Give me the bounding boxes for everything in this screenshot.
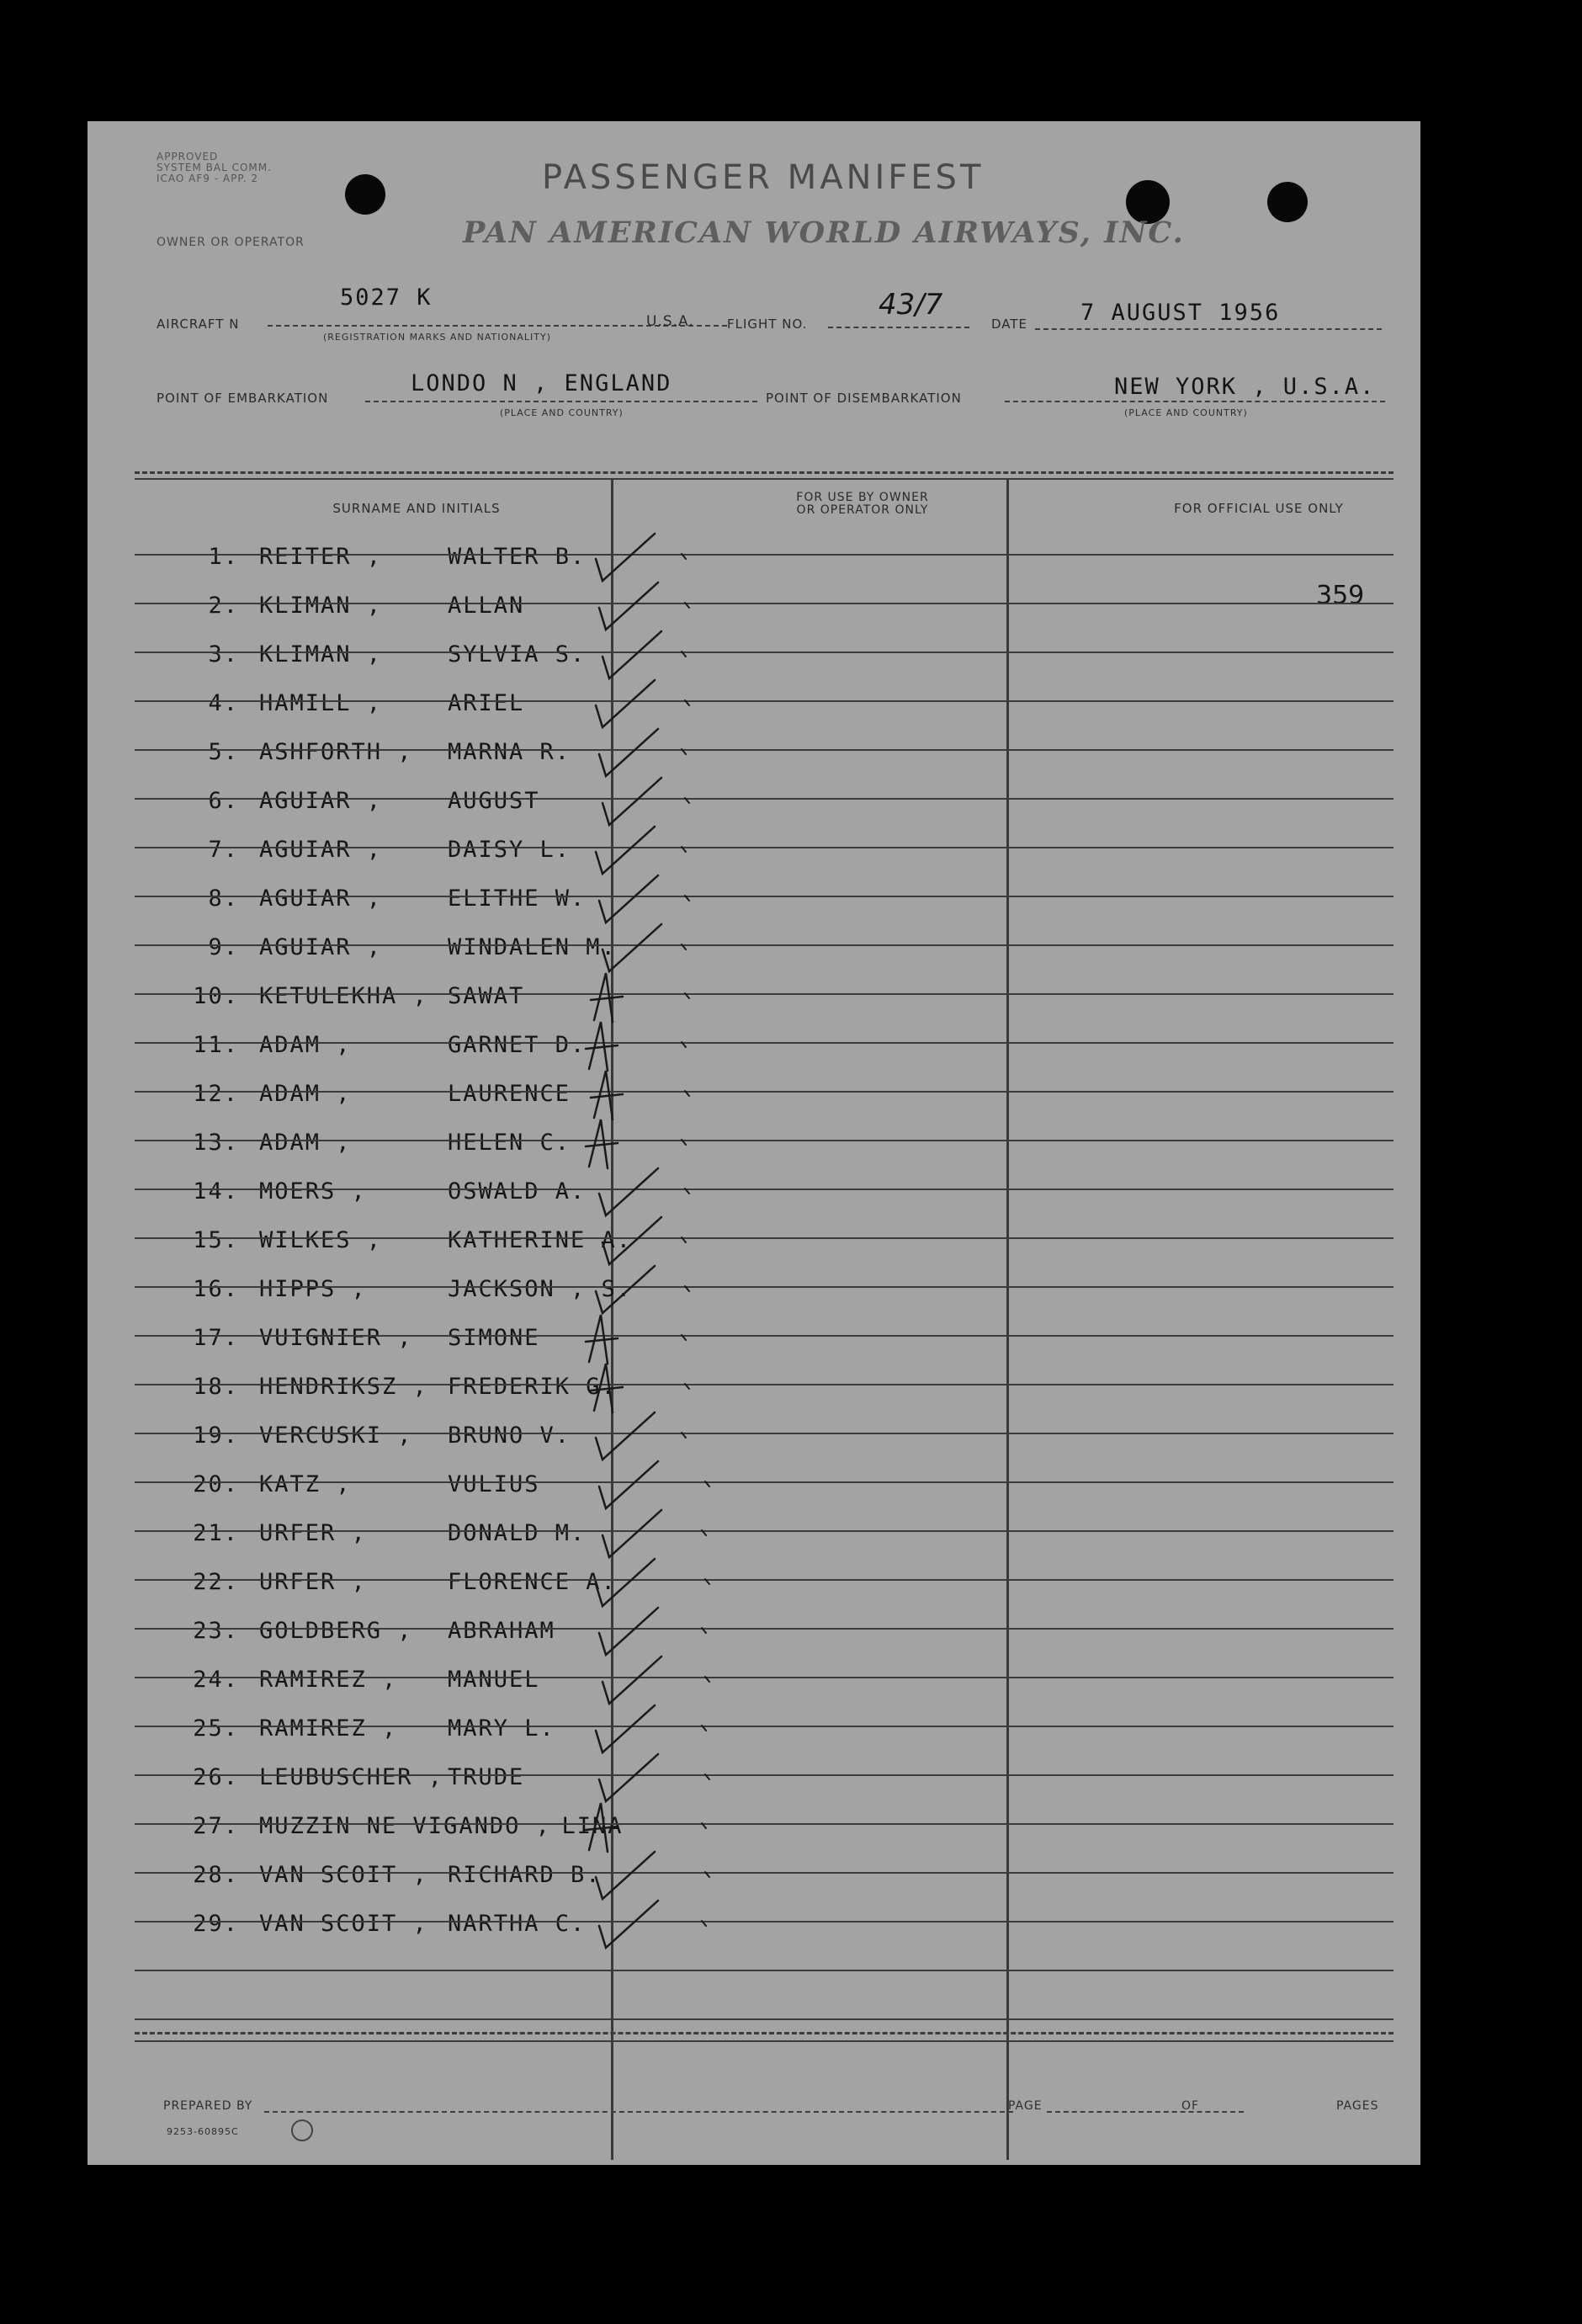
table-top-rule	[135, 478, 1394, 480]
passenger-number: 2.	[208, 593, 239, 619]
passenger-initials: JACKSON , S.	[448, 1276, 633, 1302]
passenger-surname: WILKES ,	[259, 1227, 383, 1253]
passenger-number: 16.	[193, 1276, 239, 1302]
row-rule	[135, 1481, 1394, 1483]
passenger-row	[135, 1367, 698, 1415]
passenger-row	[135, 1172, 698, 1220]
passenger-initials: AUGUST	[448, 788, 540, 814]
passenger-surname: VAN SCOIT ,	[259, 1862, 428, 1888]
row-rule	[135, 554, 1394, 556]
passenger-number: 25.	[193, 1715, 239, 1742]
passenger-row	[135, 1855, 698, 1903]
passenger-number: 5.	[208, 739, 239, 765]
official-note: 359	[1316, 581, 1365, 610]
pages-label: PAGES	[1336, 2099, 1379, 2113]
passenger-number: 26.	[193, 1764, 239, 1790]
approval-line: ICAO AF9 - APP. 2	[157, 173, 258, 184]
passenger-number: 4.	[208, 690, 239, 716]
passenger-surname: URFER ,	[259, 1520, 367, 1546]
passenger-surname: AGUIAR ,	[259, 788, 383, 814]
company-name: PAN AMERICAN WORLD AIRWAYS, INC.	[463, 215, 1185, 250]
passenger-initials: DAISY L.	[448, 837, 571, 863]
passenger-row	[135, 1709, 698, 1757]
approval-note	[157, 152, 272, 184]
column-header-official: FOR OFFICIAL USE ONLY	[1174, 501, 1344, 516]
flight-underline	[828, 327, 969, 328]
punch-hole	[1267, 182, 1308, 222]
passenger-initials: SYLVIA S.	[448, 641, 587, 667]
row-rule	[135, 1189, 1394, 1190]
row-rule	[135, 651, 1394, 653]
row-rule	[135, 1091, 1394, 1093]
passenger-row	[135, 830, 698, 878]
passenger-initials: HELEN C.	[448, 1130, 571, 1156]
passenger-row	[135, 1416, 698, 1464]
embarkation-label: POINT OF EMBARKATION	[157, 391, 329, 406]
row-rule	[135, 1579, 1394, 1581]
embarkation-value: LONDO N , ENGLAND	[411, 370, 672, 396]
passenger-number: 11.	[193, 1032, 239, 1058]
passenger-number: 15.	[193, 1227, 239, 1253]
row-rule	[135, 1384, 1394, 1385]
passenger-number: 3.	[208, 641, 239, 667]
passenger-row	[135, 1318, 698, 1366]
passenger-number: 18.	[193, 1374, 239, 1400]
approval-line: APPROVED	[157, 151, 219, 162]
passenger-row	[135, 1513, 698, 1561]
passenger-number: 29.	[193, 1911, 239, 1937]
passenger-initials: MARY L.	[448, 1715, 555, 1742]
row-rule	[135, 1140, 1394, 1141]
page-label: PAGE	[1008, 2099, 1043, 2113]
passenger-surname: RAMIREZ ,	[259, 1715, 398, 1742]
passenger-number: 8.	[208, 885, 239, 912]
passenger-row	[135, 976, 698, 1024]
passenger-surname: AGUIAR ,	[259, 934, 383, 960]
passenger-surname: ADAM ,	[259, 1130, 352, 1156]
passenger-row	[135, 1758, 698, 1805]
form-number: 9253-60895C	[167, 2126, 239, 2137]
approval-line: SYSTEM BAL COMM.	[157, 162, 272, 173]
table-bottom-rule	[135, 2032, 1394, 2034]
union-bug-icon	[291, 2119, 313, 2141]
column-divider	[1006, 478, 1009, 2160]
disembarkation-caption: (PLACE AND COUNTRY)	[1124, 407, 1248, 418]
passenger-initials: WINDALEN M.	[448, 934, 617, 960]
passenger-surname: ADAM ,	[259, 1081, 352, 1107]
row-rule	[135, 798, 1394, 800]
passenger-row	[135, 635, 698, 683]
passenger-number: 9.	[208, 934, 239, 960]
disembarkation-underline	[1005, 401, 1385, 402]
nationality: U.S.A.	[646, 313, 694, 330]
passenger-number: 12.	[193, 1081, 239, 1107]
page-title: PASSENGER MANIFEST	[542, 158, 985, 197]
passenger-row	[135, 1465, 698, 1513]
row-rule	[135, 1823, 1394, 1825]
passenger-surname: ADAM ,	[259, 1032, 352, 1058]
row-rule	[135, 944, 1394, 946]
disembarkation-label: POINT OF DISEMBARKATION	[766, 391, 962, 406]
passenger-initials: RICHARD B.	[448, 1862, 602, 1888]
passenger-surname: LEUBUSCHER ,	[259, 1764, 444, 1790]
passenger-row	[135, 781, 698, 829]
passenger-surname: AGUIAR ,	[259, 837, 383, 863]
passenger-number: 6.	[208, 788, 239, 814]
passenger-initials: ARIEL	[448, 690, 525, 716]
row-rule	[135, 1042, 1394, 1044]
row-rule	[135, 1286, 1394, 1288]
passenger-initials: NARTHA C.	[448, 1911, 587, 1937]
passenger-row	[135, 1904, 698, 1952]
row-rule	[135, 1677, 1394, 1678]
disembarkation-value: NEW YORK , U.S.A.	[1114, 374, 1376, 400]
passenger-row	[135, 1269, 698, 1317]
date-label: DATE	[991, 316, 1028, 332]
passenger-surname: URFER ,	[259, 1569, 367, 1595]
date-underline	[1035, 328, 1382, 330]
passenger-row	[135, 1611, 698, 1659]
row-rule	[135, 749, 1394, 751]
passenger-row	[135, 928, 698, 976]
column-header-operator: FOR USE BY OWNER OR OPERATOR ONLY	[796, 491, 929, 517]
row-rule	[135, 603, 1394, 604]
passenger-row	[135, 1660, 698, 1708]
aircraft-value: 5027 K	[340, 285, 433, 311]
passenger-initials: FREDERIK G.	[448, 1374, 617, 1400]
passenger-initials: DONALD M.	[448, 1520, 587, 1546]
passenger-number: 28.	[193, 1862, 239, 1888]
passenger-initials: SIMONE	[448, 1325, 540, 1351]
passenger-row	[135, 732, 698, 780]
passenger-initials: LAURENCE	[448, 1081, 571, 1107]
passenger-number: 17.	[193, 1325, 239, 1351]
row-rule	[135, 1237, 1394, 1239]
passenger-number: 24.	[193, 1667, 239, 1693]
passenger-surname: KETULEKHA ,	[259, 983, 428, 1009]
passenger-surname: VAN SCOIT ,	[259, 1911, 428, 1937]
passenger-number: 20.	[193, 1471, 239, 1497]
passenger-initials: MANUEL	[448, 1667, 540, 1693]
passenger-surname: AGUIAR ,	[259, 885, 383, 912]
registration-caption: (REGISTRATION MARKS AND NATIONALITY)	[323, 332, 552, 343]
row-rule	[135, 847, 1394, 848]
passenger-initials: LINA	[561, 1813, 624, 1839]
row-rule	[135, 1726, 1394, 1727]
passenger-initials: ELITHE W.	[448, 885, 587, 912]
passenger-initials: ABRAHAM	[448, 1618, 555, 1644]
flight-label: FLIGHT NO.	[727, 316, 808, 332]
row-rule	[135, 1774, 1394, 1776]
row-rule	[135, 1433, 1394, 1434]
passenger-row	[135, 1806, 698, 1854]
aircraft-label: AIRCRAFT N	[157, 316, 240, 332]
passenger-initials: OSWALD A.	[448, 1178, 587, 1205]
passenger-initials: ALLAN	[448, 593, 525, 619]
passenger-initials: TRUDE	[448, 1764, 525, 1790]
passenger-surname: KLIMAN ,	[259, 593, 383, 619]
passenger-initials: MARNA R.	[448, 739, 571, 765]
table-bottom-rule	[135, 2040, 1394, 2042]
passenger-row	[135, 1025, 698, 1073]
prepared-label: PREPARED BY	[163, 2099, 253, 2113]
of-label: OF	[1181, 2099, 1200, 2113]
passenger-surname: GOLDBERG ,	[259, 1618, 413, 1644]
passenger-initials: GARNET D.	[448, 1032, 587, 1058]
manifest-sheet	[88, 121, 1420, 2165]
passenger-row	[135, 1220, 698, 1268]
flight-value: 43/7	[879, 288, 943, 322]
row-rule	[135, 1921, 1394, 1922]
row-rule	[135, 1335, 1394, 1337]
passenger-surname: HAMILL ,	[259, 690, 383, 716]
passenger-surname: RAMIREZ ,	[259, 1667, 398, 1693]
passenger-row	[135, 879, 698, 927]
table-top-rule	[135, 471, 1394, 474]
embarkation-caption: (PLACE AND COUNTRY)	[500, 407, 624, 418]
passenger-surname: VERCUSKI ,	[259, 1423, 413, 1449]
row-rule	[135, 1530, 1394, 1532]
passenger-initials: VULIUS	[448, 1471, 540, 1497]
date-value: 7 AUGUST 1956	[1080, 300, 1281, 326]
passenger-initials: SAWAT	[448, 983, 525, 1009]
passenger-number: 10.	[193, 983, 239, 1009]
passenger-row	[135, 1123, 698, 1171]
passenger-surname: MOERS ,	[259, 1178, 367, 1205]
row-rule	[135, 993, 1394, 995]
passenger-surname: MUZZIN NE VIGANDO ,	[259, 1813, 551, 1839]
passenger-surname: KLIMAN ,	[259, 641, 383, 667]
passenger-initials: FLORENCE A.	[448, 1569, 617, 1595]
passenger-number: 27.	[193, 1813, 239, 1839]
passenger-row	[135, 683, 698, 731]
passenger-number: 13.	[193, 1130, 239, 1156]
prepared-underline	[264, 2111, 1013, 2113]
passenger-row	[135, 537, 698, 585]
row-rule	[135, 1872, 1394, 1874]
passenger-number: 1.	[208, 544, 239, 570]
passenger-number: 22.	[193, 1569, 239, 1595]
embarkation-underline	[365, 401, 757, 402]
row-rule	[135, 2018, 1394, 2020]
passenger-initials: BRUNO V.	[448, 1423, 571, 1449]
row-rule	[135, 896, 1394, 897]
passenger-surname: VUIGNIER ,	[259, 1325, 413, 1351]
passenger-number: 7.	[208, 837, 239, 863]
passenger-row	[135, 1074, 698, 1122]
row-rule	[135, 700, 1394, 702]
row-rule	[135, 1970, 1394, 1971]
page-underline	[1047, 2111, 1244, 2113]
passenger-number: 21.	[193, 1520, 239, 1546]
passenger-number: 19.	[193, 1423, 239, 1449]
passenger-number: 23.	[193, 1618, 239, 1644]
passenger-initials: WALTER B.	[448, 544, 587, 570]
row-rule	[135, 1628, 1394, 1630]
passenger-surname: ASHFORTH ,	[259, 739, 413, 765]
passenger-surname: HIPPS ,	[259, 1276, 367, 1302]
column-header-surname: SURNAME AND INITIALS	[332, 501, 501, 516]
punch-hole	[345, 174, 385, 215]
passenger-row	[135, 586, 698, 634]
passenger-number: 14.	[193, 1178, 239, 1205]
passenger-surname: HENDRIKSZ ,	[259, 1374, 428, 1400]
passenger-initials: KATHERINE A.	[448, 1227, 633, 1253]
passenger-surname: KATZ ,	[259, 1471, 352, 1497]
passenger-surname: REITER ,	[259, 544, 383, 570]
passenger-row	[135, 1562, 698, 1610]
owner-label: OWNER OR OPERATOR	[157, 236, 305, 249]
